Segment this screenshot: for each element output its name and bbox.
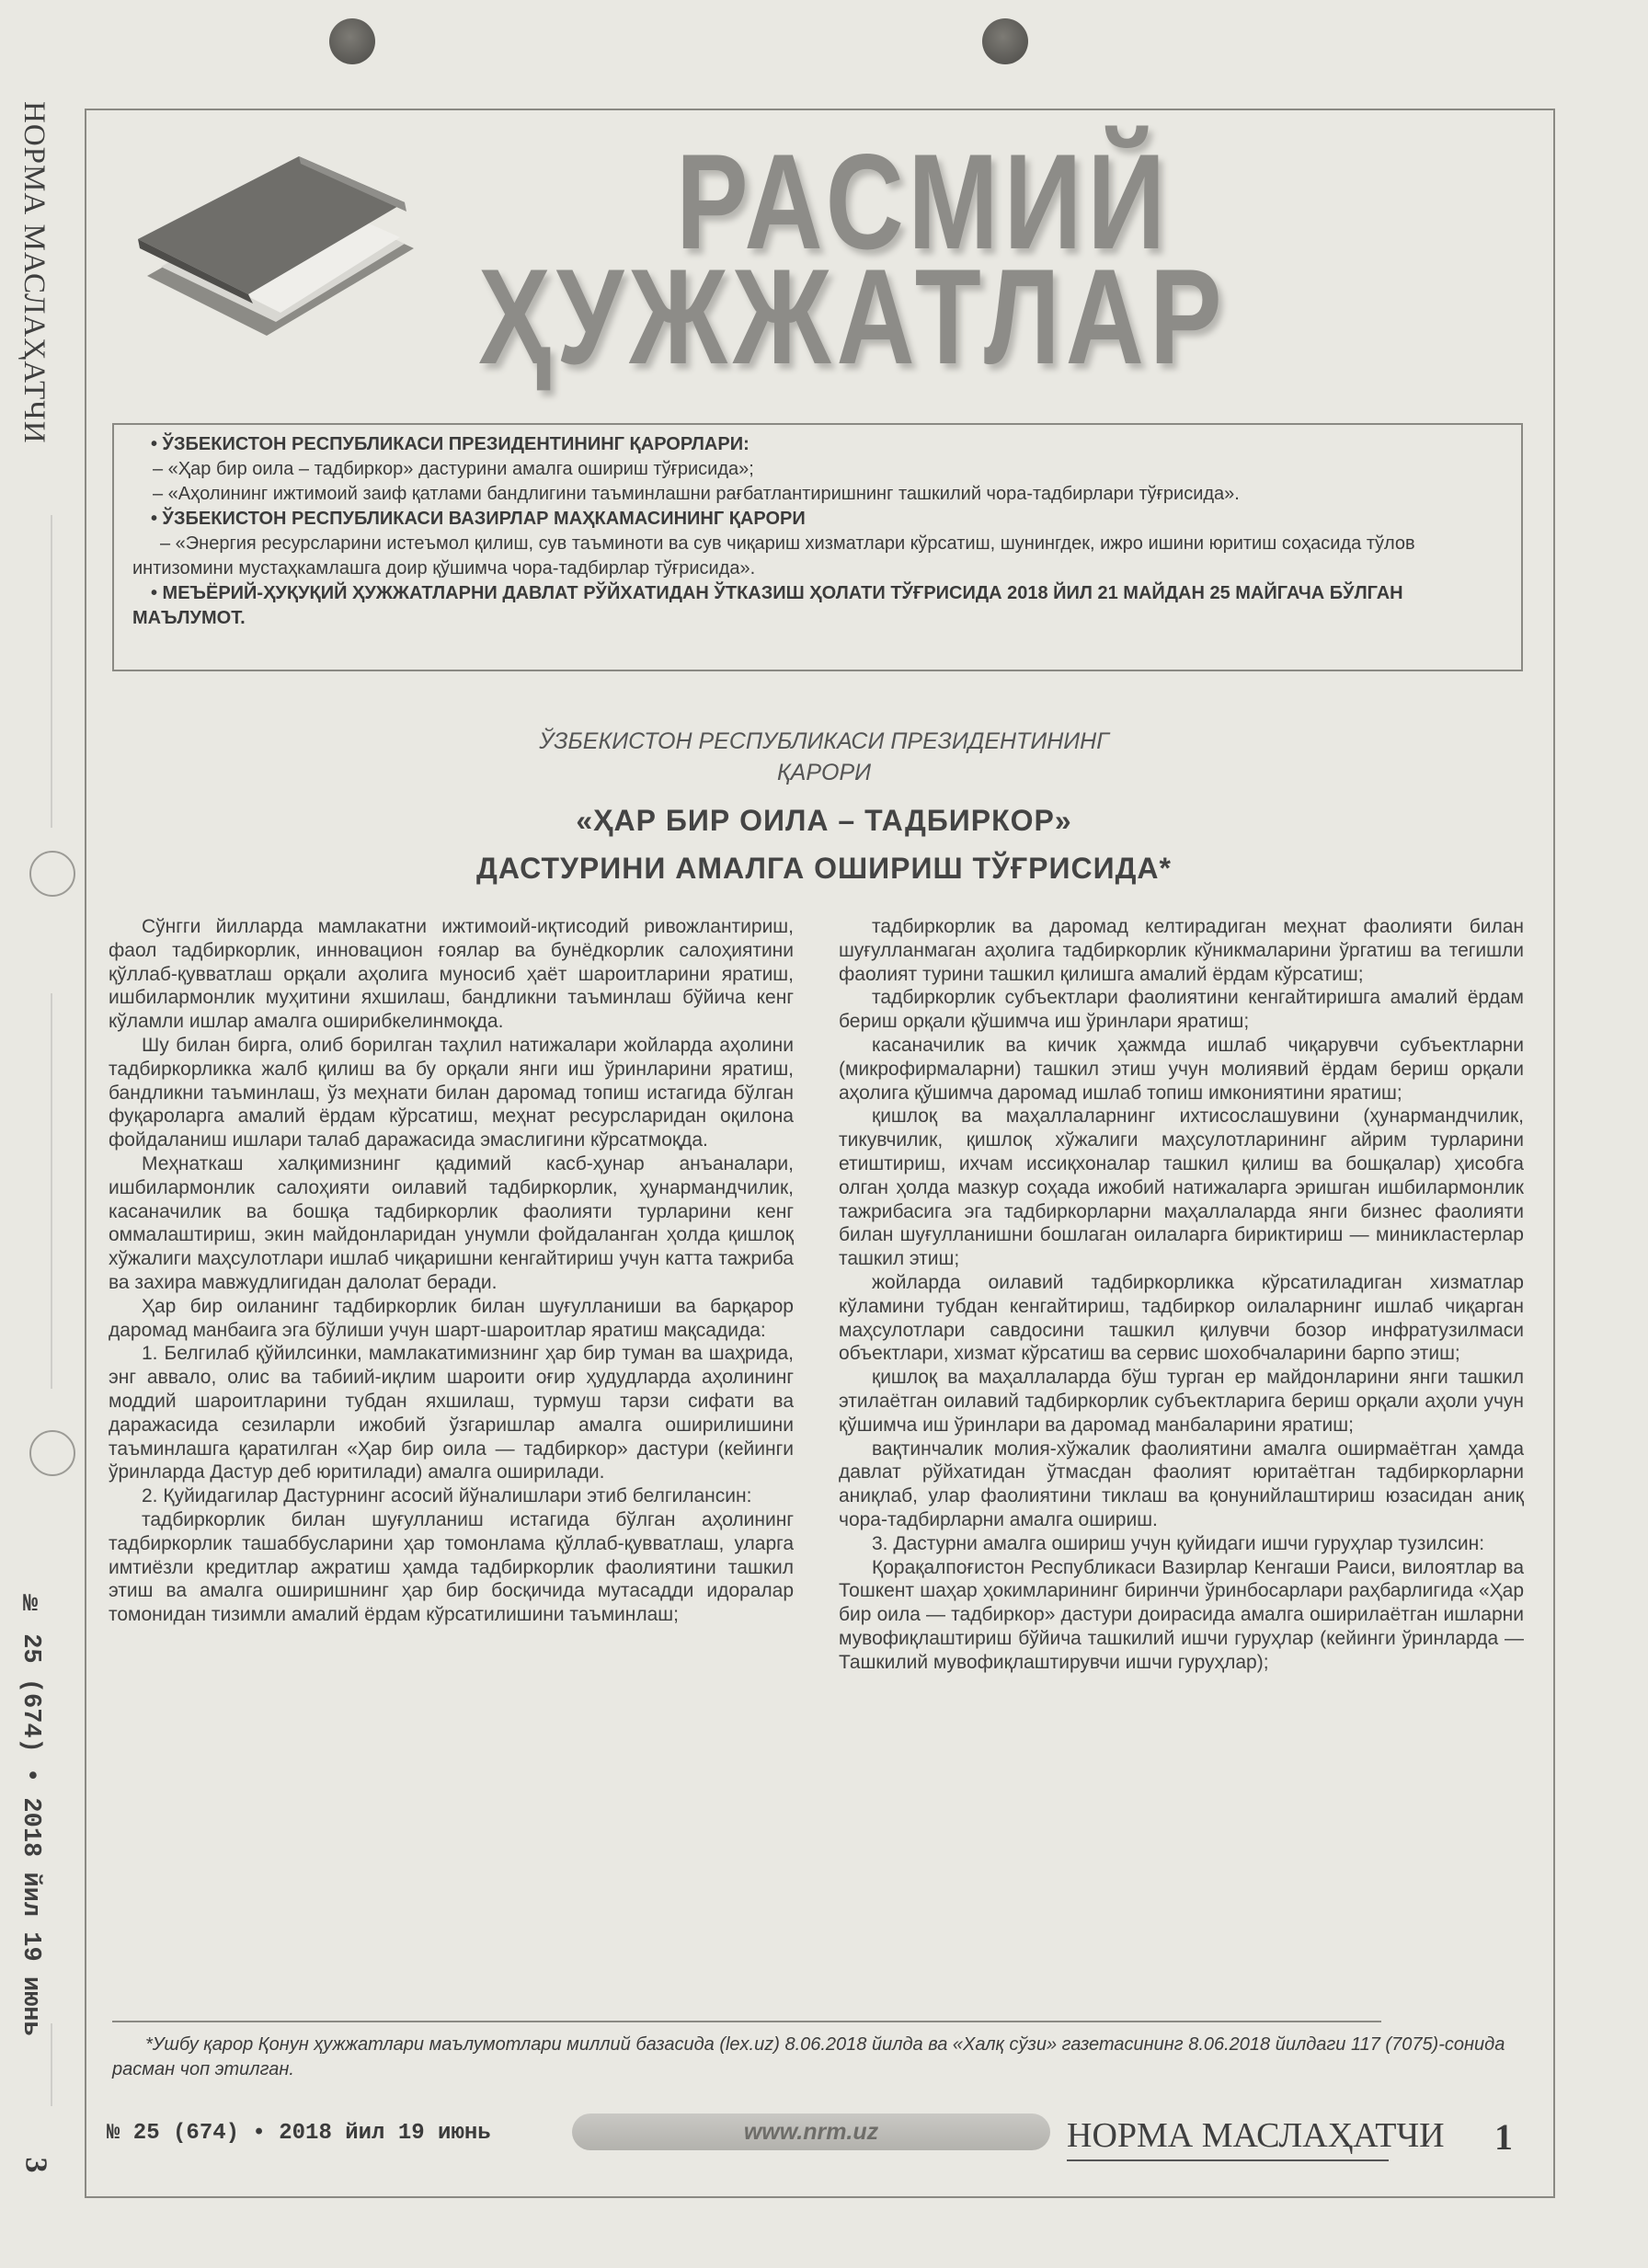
contents-heading: • ЎЗБЕКИСТОН РЕСПУБЛИКАСИ ПРЕЗИДЕНТИНИНГ ҚАРОРЛАРИ: (151, 434, 750, 454)
section-title-line1: РАСМИЙ (676, 126, 1172, 279)
article-headline-line2: ДАСТУРИНИ АМАЛГА ОШИРИШ ТЎҒРИСИДА* (476, 852, 1172, 885)
document-folder-icon (129, 138, 432, 340)
spine-publication-title: НОРМА МАСЛАҲАТЧИ (17, 101, 51, 444)
paragraph: 2. Қуйидагилар Дастурнинг асосий йўналишлари этиб белгилансин: (142, 1485, 752, 1507)
section-title-line2: ҲУЖЖАТЛАР (478, 241, 1228, 394)
footnote-divider (112, 2021, 1381, 2022)
paragraph: Қорақалпоғистон Республикаси Вазирлар Кенгаши Раиси, вилоятлар ва Тошкент шаҳар ҳокимларининг биринчи ўринбосарлари раҳбарлигида «Ҳар бир оила — тадбиркор» дастури доирасида амалга оширилаётган ишларни мувофиқлаштириш бўйича ташкилий ишчи гуруҳлар (кейинги ўринларда — Ташкилий мувофиқлаштирувчи ишчи гуруҳлар); (839, 1556, 1524, 1673)
footer-url-bar (572, 2113, 1050, 2150)
footer-url-link[interactable]: www.nrm.uz (743, 2119, 879, 2145)
paragraph: 3. Дастурни амалга ошириш учун қуйидаги ишчи гуруҳлар тузилсин: (872, 1532, 1485, 1554)
spine-issue-info: № 25 (674) • 2018 йил 19 июнь (17, 1591, 44, 2036)
spine-page-number: 3 (18, 2157, 53, 2173)
footnote: *Ушбу қарор Қонун ҳужжатлари маълумотлари миллий базасида (lex.uz) 8.06.2018 йилда ва «Халқ сўзи» газетасининг 8.06.2018 йилдаги 117 (7075)-сонида расман чоп этилган. (112, 2034, 1505, 2079)
contents-box (112, 423, 1523, 671)
article-headline-line1: «ҲАР БИР ОИЛА – ТАДБИРКОР» (576, 804, 1072, 837)
paragraph: вақтинчалик молия-хўжалик фаолиятини амалга оширмаётган ҳамда давлат рўйхатидан ўтмасдан фаолият юритаётган тадбиркорларни аниқлаб, улар фаолиятини тиклаш ва қонунийлаштириш юзасидан аниқ чора-тадбирларни амалга ошириш. (839, 1438, 1524, 1530)
contents-item: – «Энергия ресурсларини истеъмол қилиш, сув таъминоти ва сув чиқариш хизматлари кўрсатиш, шунингдек, ижро ишини юритиш соҳасида тўлов интизомини мустаҳкамлашга доир қўшимча чора-тадбирлар тўғрисида». (132, 533, 1415, 578)
paragraph: тадбиркорлик билан шуғулланиш истагида бўлган аҳолининг тадбиркорлик ташаббусларини ҳар томонлама қўллаб-қувватлаш, уларга имтиёзли кредитлар ажратиш ҳамда тадбиркорлик фаолиятини ташкил этиш ва амалга оширишнинг ҳар бир босқичида мутасадди идоралар томонидан тизимли амалий ёрдам кўрсатилишини таъминлаш; (109, 1508, 794, 1626)
footer-brand-underline (1067, 2159, 1389, 2161)
article-column-left (109, 915, 794, 1627)
contents-heading: • МЕЪЁРИЙ-ҲУҚУҚИЙ ҲУЖЖАТЛАРНИ ДАВЛАТ РЎЙХАТИДАН ЎТКАЗИШ ҲОЛАТИ ТЎҒРИСИДА 2018 ЙИЛ 21 МАЙДАН 25 МАЙГАЧА БЎЛГАН МАЪЛУМОТ. (132, 583, 1403, 628)
paragraph: тадбиркорлик ва даромад келтирадиган меҳнат фаолияти билан шуғулланмаган аҳолига тадбиркорлик кўникмаларини ўргатиш ва тегишли фаолият турини ташкил қилишга амалий ёрдам кўрсатиш; (839, 916, 1524, 985)
paragraph: 1. Белгилаб қўйилсинки, мамлакатимизнинг ҳар бир туман ва шаҳрида, энг аввало, олис ва табиий-иқлим шароити оғир ҳудудларда аҳолининг моддий шароитларини тубдан яхшилаш, турмуш тарзи сифати ва даражасида сезиларли ижобий ўзгаришлар амалга оширилишини таъминлашга қаратилган «Ҳар бир оила — тадбиркор» дастури (кейинги ўринларда Дастур деб юритилади) амалга оширилади. (109, 1343, 794, 1483)
punch-hole-right (982, 18, 1028, 64)
paragraph: тадбиркорлик субъектлари фаолиятини кенгайтиришга амалий ёрдам бериш орқали қўшимча иш ўринлари яратиш; (839, 987, 1524, 1033)
footer-page-number: 1 (1494, 2116, 1513, 2158)
contents-heading: • ЎЗБЕКИСТОН РЕСПУБЛИКАСИ ВАЗИРЛАР МАҲКАМАСИНИНГ ҚАРОРИ (151, 509, 806, 529)
binder-ring-lower (29, 1430, 75, 1476)
article-column-right (839, 915, 1524, 1675)
margin-line (51, 2023, 52, 2106)
paragraph: Ҳар бир оиланинг тадбиркорлик билан шуғулланиши ва барқарор даромад манбаига эга бўлиши учун шарт-шароитлар яратиш мақсадида: (109, 1295, 794, 1341)
contents-item: – «Аҳолининг ижтимоий заиф қатлами бандлигини таъминлашни рағбатлантиришнинг ташкилий чора-тадбирлари тўғрисида». (153, 484, 1240, 504)
paragraph: касаначилик ва кичик ҳажмда ишлаб чиқарувчи субъектларни (микрофирмаларни) ташкил этиш учун молиявий ёрдам бериш орқали аҳолига қўшимча даромад ишлаб топиш имкониятини яратиш; (839, 1034, 1524, 1104)
paragraph: Шу билан бирга, олиб борилган таҳлил натижалари жойларда аҳолини тадбиркорликка жалб қилиш ва бу орқали янги иш ўринларини яратиш, бандликни таъминлаш, ўз меҳнати билан даромад топиш истагида бўлган фуқароларга амалий ёрдам кўрсатиш, меҳнат ресурсларидан оқилона фойдаланиш ишлари талаб даражасида эмаслигини кўрсатмоқда. (109, 1034, 794, 1151)
footer-brand: НОРМА МАСЛАҲАТЧИ (1067, 2116, 1445, 2155)
footer-issue-info: № 25 (674) • 2018 йил 19 июнь (107, 2121, 491, 2146)
article-kicker-line2: ҚАРОРИ (776, 760, 872, 785)
paragraph: Меҳнаткаш халқимизнинг қадимий касб-ҳунар анъаналари, ишбилармонлик салоҳияти оилавий тадбиркорлик, ҳунармандчилик, касаначилик ва бошқа тадбиркорлик фаолияти турларини кенг оммалаштириш, экин майдонларидан унумли фойдаланган ҳолда қишлоқ хўжалиги маҳсулотлари ишлаб чиқаришни кенгайтириш учун катта тажриба ва захира мавжудлигидан далолат беради. (109, 1152, 794, 1293)
paragraph: қишлоқ ва маҳаллаларда бўш турган ер майдонларини янги ташкил этилаётган оилавий тадбиркорлик субъектларига бериш орқали аҳоли учун қўшимча иш ўринлари ва даромад манбаларини яратиш; (839, 1367, 1524, 1436)
paragraph: Сўнгги йилларда мамлакатни ижтимоий-иқтисодий ривожлантириш, фаол тадбиркорлик, инновацион ғоялар ва бунёдкорлик салоҳиятини қўллаб-қувватлаш орқали аҳолига муносиб ҳаёт шароитларини яратиш, ишбилармонлик муҳитини яхшилаш, бандликни таъминлаш бўйича кенг кўламли ишлар амалга оширибкелинмоқда. (109, 916, 794, 1033)
margin-line (51, 993, 52, 1389)
paragraph: қишлоқ ва маҳаллаларнинг ихтисослашувини (ҳунармандчилик, тикувчилик, қишлоқ хўжалиги маҳсулотларининг айрим турларини етиштириш, ихчам иссиқхоналар ташкил қилиш ва бошқалар) ҳисобга олган ҳолда мазкур соҳада ижобий натижаларга эришган ишбилармонлик тажрибасига эга тадбиркорларни маҳаллаларда янги бизнес фаолияти билан шуғулланишни бошлаган оилаларга бириктириш — миникластерлар ташкил этиш; (839, 1105, 1524, 1270)
punch-hole-left (329, 18, 375, 64)
article-kicker-line1: ЎЗБЕКИСТОН РЕСПУБЛИКАСИ ПРЕЗИДЕНТИНИНГ (539, 728, 1109, 754)
contents-item: – «Ҳар бир оила – тадбиркор» дастурини амалга ошириш тўғрисида»; (153, 459, 754, 479)
paragraph: жойларда оилавий тадбиркорликка кўрсатиладиган хизматлар кўламини тубдан кенгайтириш, тадбиркор оилаларнинг ишлаб чиқарган маҳсулотлари савдосини ташкил қилувчи бозор инфратузилмаси объектлари, хизмат кўрсатиш ва сервис шохобчаларини барпо этиш; (839, 1271, 1524, 1365)
